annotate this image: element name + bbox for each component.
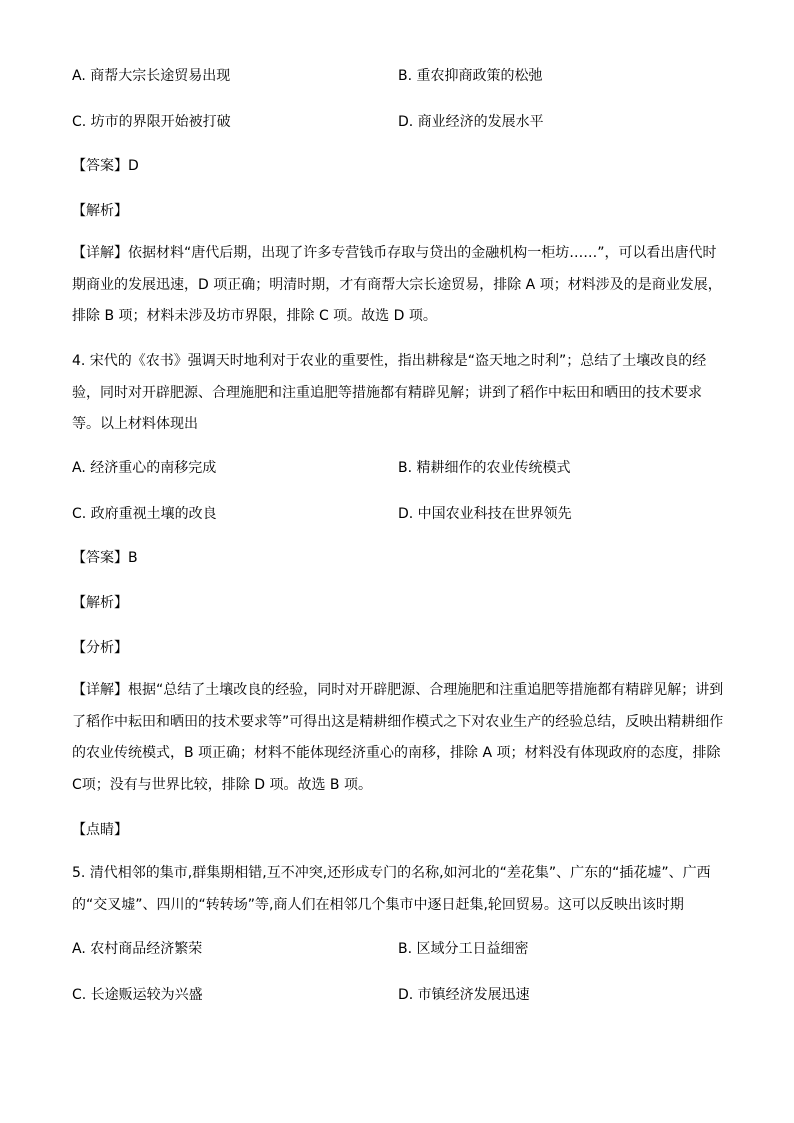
q4-option-d: D. 中国农业科技在世界领先 [398,506,572,522]
q4-analysis-label: 【解析】 [72,595,128,611]
q4-detail: 【详解】根据“总结了土壤改良的经验，同时对开辟肥源、合理施肥和注重追肥等措施都有精辟见解；讲到了稻作中耘田和晒田的技术要求等”可得出这是精耕细作模式之下对农业生产的经验总结，反映出精耕细作的农业传统模式，B 项正确；材料不能体现经济重心的南移，排除 A 项；材料没有体现政府的态度，排除 C项；没有与世界比较，排除 D 项。故选 B 项。 [72,682,724,793]
q5-stem: 5. 清代相邻的集市,群集期相错,互不冲突,还形成专门的名称,如河北的“差花集”、广东的“插花墟”、广西的“交叉墟”、四川的“转转场”等,商人们在相邻几个集市中逐日赶集,轮回贸易。这可以反映出该时期 [72,865,711,913]
q4-dianjing-label: 【点睛】 [72,822,128,838]
q5-option-a: A. 农村商品经济繁荣 [72,941,203,957]
q5-option-c: C. 长途贩运较为兴盛 [72,987,203,1003]
q4-option-b: B. 精耕细作的农业传统模式 [398,460,571,476]
q3-option-a: A. 商帮大宗长途贸易出现 [72,68,231,84]
q4-option-a: A. 经济重心的南移完成 [72,460,217,476]
q4-option-c: C. 政府重视土壤的改良 [72,506,217,522]
q4-stem: 4. 宋代的《农书》强调天时地利对于农业的重要性，指出耕稼是“盗天地之时利”；总结了土壤改良的经验，同时对开辟肥源、合理施肥和注重追肥等措施都有精辟见解；讲到了稻作中耘田和晒田的技术要求等。以上材料体现出 [72,353,707,432]
q3-option-b: B. 重农抑商政策的松弛 [398,68,543,84]
q3-option-c: C. 坊市的界限开始被打破 [72,114,231,130]
q3-answer: 【答案】D [72,158,139,174]
q4-answer: 【答案】B [72,550,138,566]
q5-option-d: D. 市镇经济发展迅速 [398,987,530,1003]
q3-detail: 【详解】依据材料“唐代后期，出现了许多专营钱币存取与贷出的金融机构一柜坊……”，可以看出唐代时期商业的发展迅速，D 项正确；明清时期，才有商帮大宗长途贸易，排除 A 项；材料涉及的是商业发展，排除 B 项；材料未涉及坊市界限，排除 C 项。故选 D 项。 [72,245,722,324]
q5-option-b: B. 区域分工日益细密 [398,941,529,957]
q3-analysis-label: 【解析】 [72,203,128,219]
q3-option-d: D. 商业经济的发展水平 [398,114,544,130]
q4-fenxi-label: 【分析】 [72,640,128,656]
